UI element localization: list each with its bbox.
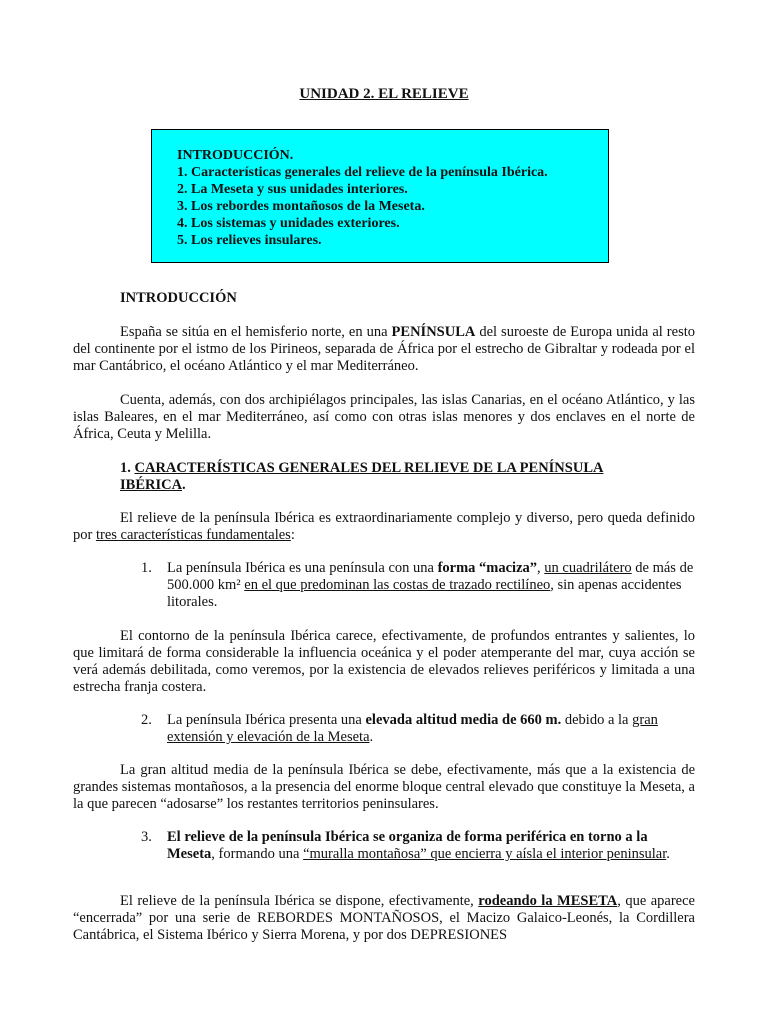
bold-term: PENÍNSULA bbox=[391, 324, 476, 340]
text-run: España se sitúa en el hemisferio norte, en una bbox=[120, 324, 392, 340]
list-number: 3. bbox=[141, 829, 152, 845]
list-text bbox=[167, 560, 695, 611]
list-item-1 bbox=[141, 560, 695, 611]
section-1-paragraph-1 bbox=[73, 510, 695, 544]
text-run: El relieve de la península Ibérica se dispone, efectivamente, bbox=[120, 893, 479, 909]
intro-paragraph-1 bbox=[73, 324, 695, 375]
intro-heading: INTRODUCCIÓN bbox=[120, 290, 237, 306]
text-run: . bbox=[666, 846, 670, 862]
section-number: 1. bbox=[120, 460, 135, 476]
text-run: , formando una bbox=[211, 846, 304, 862]
underlined-term: en el que predominan las costas de trazado rectilíneo bbox=[244, 577, 551, 593]
toc-item: 5. Los relieves insulares. bbox=[177, 233, 322, 248]
intro-paragraph-2: Cuenta, además, con dos archipiélagos principales, las islas Canarias, en el océano Atlántico, y las islas Baleares, en el mar Mediterráneo, así como con otras islas menores y dos enclaves en el norte de África, Ceuta y Melilla. bbox=[73, 392, 695, 442]
list-item-2 bbox=[141, 712, 695, 746]
section-1-paragraph-4 bbox=[73, 893, 695, 944]
underlined-term: un cuadrilátero bbox=[544, 560, 632, 576]
text-run: debido a la bbox=[561, 712, 633, 728]
toc-item: 1. Características generales del relieve de la península Ibérica. bbox=[177, 165, 548, 180]
toc-item: 3. Los rebordes montañosos de la Meseta. bbox=[177, 199, 425, 214]
text-run: . bbox=[182, 477, 186, 493]
list-number: 2. bbox=[141, 712, 152, 728]
text-run: de más de 500.000 km² bbox=[167, 560, 694, 593]
bold-underlined-term: rodeando la MESETA bbox=[478, 893, 618, 909]
text-run: El relieve de la península Ibérica es extraordinariamente complejo y diverso, pero queda definido por bbox=[73, 510, 695, 543]
text-run: La península Ibérica presenta una bbox=[167, 712, 366, 728]
text-run: , bbox=[537, 560, 545, 576]
text-run: , sin apenas accidentes litorales. bbox=[167, 577, 682, 610]
text-run: del suroeste de Europa unida al resto del continente por el istmo de los Pirineos, separada de África por el estrecho de Gibraltar y rodeada por el mar Cantábrico, el océano Atlántico y el mar Mediterráneo. bbox=[73, 324, 695, 374]
section-1-paragraph-2: El contorno de la península Ibérica carece, efectivamente, de profundos entrantes y salientes, lo que limitará de forma considerable la influencia oceánica y el poder atemperante del mar, cuya acción se verá además debilitada, como veremos, por la existencia de elevados relieves periféricos y limitada a una estrecha franja costera. bbox=[73, 628, 695, 695]
document-title: UNIDAD 2. EL RELIEVE bbox=[299, 86, 469, 102]
section-1-paragraph-3: La gran altitud media de la península Ibérica se debe, efectivamente, más que a la existencia de grandes sistemas montañosos, a la presencia del enorme bloque central elevado que constituye la Meseta, a la que parecen “adosarse” los restantes territorios peninsulares. bbox=[73, 762, 695, 812]
list-text bbox=[167, 712, 695, 746]
text-run: La península Ibérica es una península con una bbox=[167, 560, 438, 576]
underlined-term: gran extensión y elevación de la Meseta bbox=[167, 712, 658, 745]
text-run: , que aparece “encerrada” por una serie de REBORDES MONTAÑOSOS, el Macizo Galaico-Leonés, la Cordillera Cantábrica, el Sistema Ibérico y Sierra Morena, y por dos DEPRESIONES bbox=[73, 893, 695, 943]
underlined-term: “muralla montañosa” que encierra y aísla el interior peninsular bbox=[303, 846, 667, 862]
toc-item: 2. La Meseta y sus unidades interiores. bbox=[177, 182, 408, 197]
table-of-contents-box bbox=[151, 129, 609, 263]
text-run: : bbox=[290, 527, 295, 543]
list-number: 1. bbox=[141, 560, 152, 576]
bold-term: El relieve de la península Ibérica se organiza de forma periférica en torno a la Meseta bbox=[167, 829, 648, 862]
list-text bbox=[167, 829, 695, 863]
toc-item: INTRODUCCIÓN. bbox=[177, 148, 294, 163]
bold-term: forma “maciza” bbox=[437, 560, 538, 576]
section-1-heading bbox=[120, 460, 660, 494]
underlined-term: tres características fundamentales bbox=[95, 527, 291, 543]
text-run: . bbox=[369, 729, 374, 745]
section-title: CARACTERÍSTICAS GENERALES DEL RELIEVE DE LA PENÍNSULA IBÉRICA bbox=[120, 460, 604, 493]
bold-term: elevada altitud media de 660 m. bbox=[365, 712, 562, 728]
list-item-3 bbox=[141, 829, 695, 863]
toc-item: 4. Los sistemas y unidades exteriores. bbox=[177, 216, 400, 231]
